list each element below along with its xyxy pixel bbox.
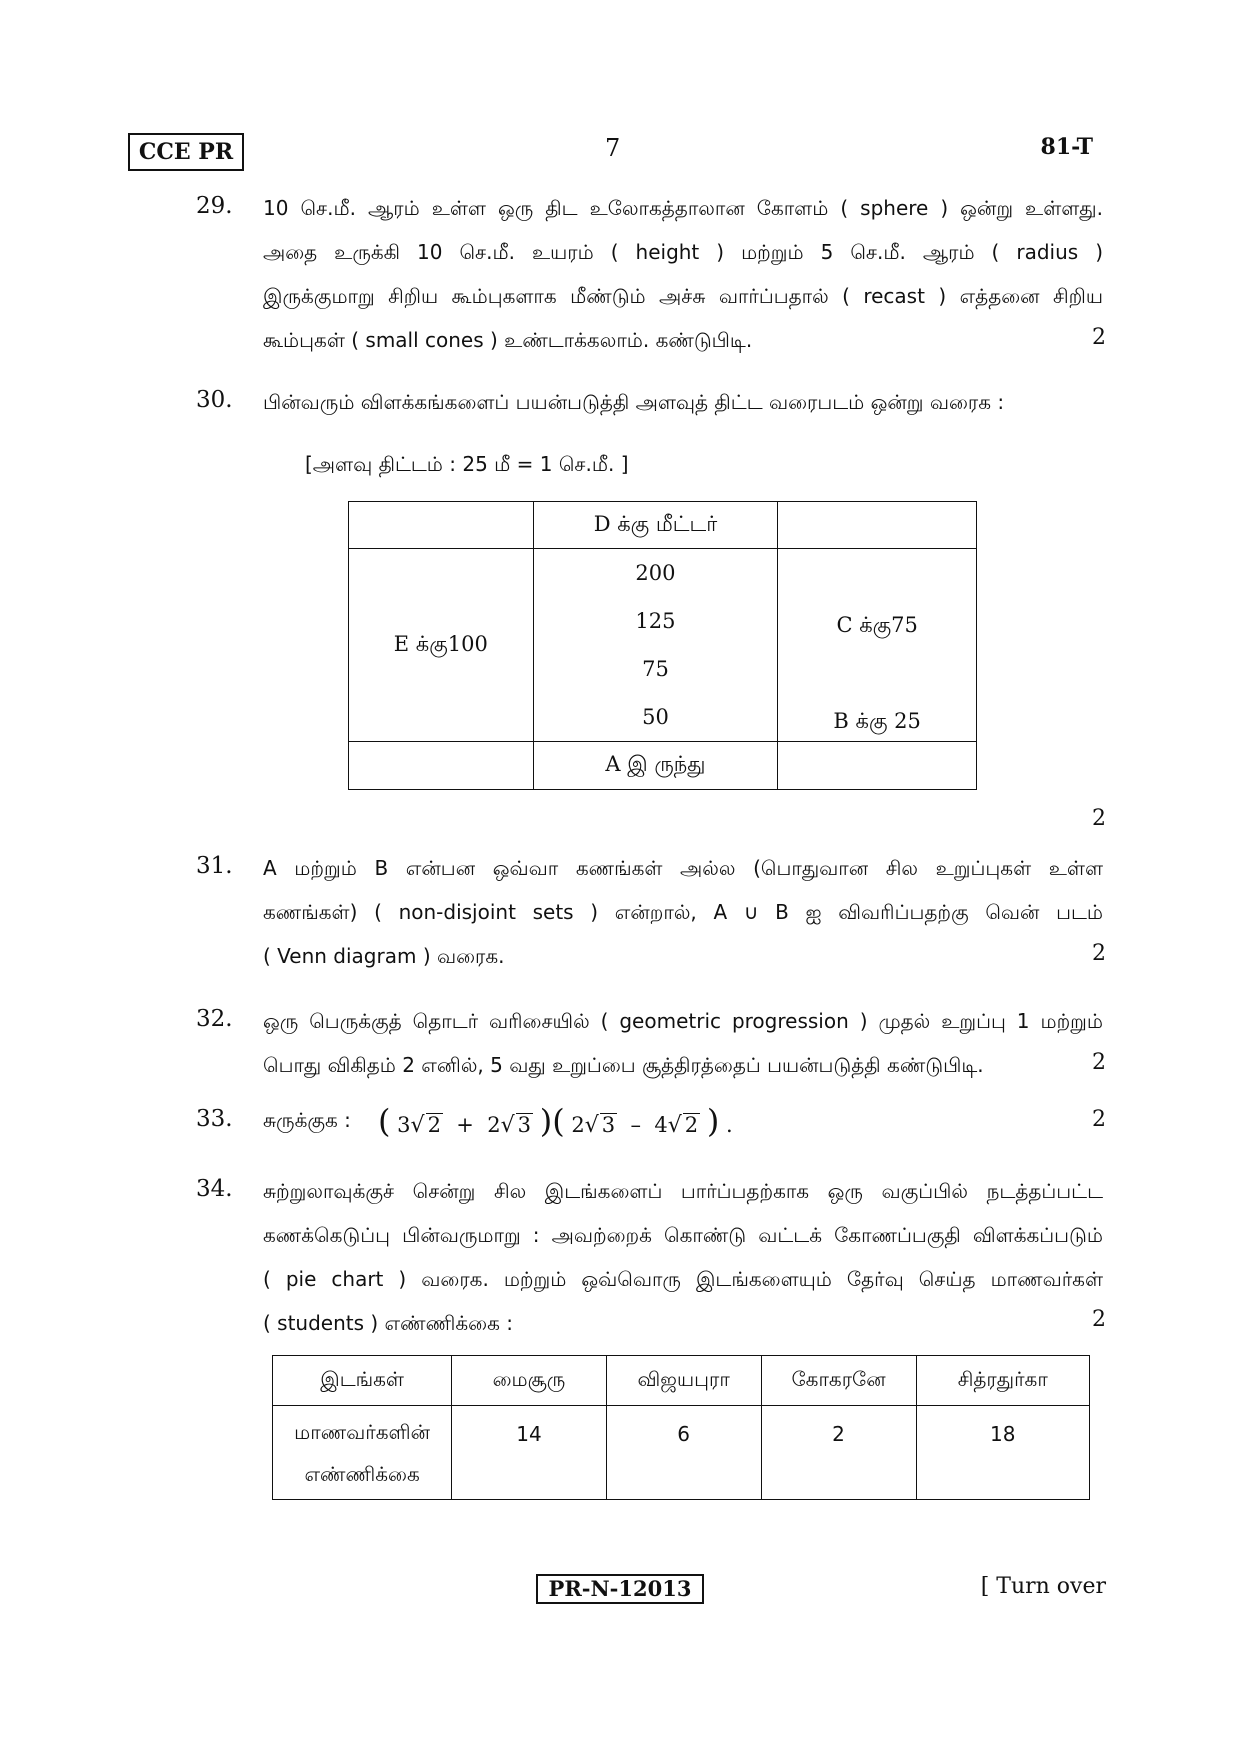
q31-line-3: ( Venn diagram ) வரைக. xyxy=(263,944,505,968)
question-30-number: 30. xyxy=(196,387,233,413)
radicand: 2 xyxy=(684,1113,699,1137)
table-row-label xyxy=(273,1406,452,1500)
coef: 4 xyxy=(654,1113,668,1137)
footer-code-box: PR-N-12013 xyxy=(536,1574,704,1604)
table-cell xyxy=(349,549,534,742)
q32-line-2: பொது விகிதம் 2 எனில், 5 வது உறுப்பை சூத்திரத்தைப் பயன்படுத்தி கண்டுபிடி. xyxy=(263,1053,984,1077)
offset-e: E க்கு100 xyxy=(393,631,488,656)
q34-line-3: ( pie chart ) வரைக. மற்றும் ஒவ்வொரு இடங்களையும் தேர்வு செய்த மாணவர்கள் xyxy=(263,1267,1103,1291)
table-header-cell: சித்ரதுர்கா xyxy=(916,1356,1090,1406)
radicand: 2 xyxy=(427,1113,441,1137)
table-header-cell: விஜயபுரா xyxy=(606,1356,761,1406)
offset-b: B க்கு 25 xyxy=(833,709,921,733)
question-32-number: 32. xyxy=(196,1006,233,1032)
table-cell xyxy=(778,502,977,549)
table-header-cell: கோகரனே xyxy=(761,1356,916,1406)
paper-code: 81-T xyxy=(1040,134,1093,160)
question-34-number: 34. xyxy=(196,1176,233,1202)
q33-expression: ( 3√ 2 + 2√ 3 )( 2√ 3 – 4√ 2 ) . xyxy=(378,1102,733,1140)
q33-marks: 2 xyxy=(1092,1107,1106,1132)
chain-value: 50 xyxy=(642,705,669,729)
d-header: D க்கு மீட்டர் xyxy=(593,511,718,536)
chain-value: 125 xyxy=(635,609,676,633)
table-cell: 18 xyxy=(916,1406,1090,1500)
question-33-number: 33. xyxy=(196,1106,233,1132)
table-cell xyxy=(533,502,778,549)
q32-line-1: ஒரு பெருக்குத் தொடர் வரிசையில் ( geometric progression ) முதல் உறுப்பு 1 மற்றும் xyxy=(263,1009,1103,1033)
page-number: 7 xyxy=(605,134,621,162)
q30-instruction: பின்வரும் விளக்கங்களைப் பயன்படுத்தி அளவுத் திட்ட வரைபடம் ஒன்று வரைக : xyxy=(263,390,1005,414)
q34-survey-table xyxy=(272,1355,1090,1500)
table-cell xyxy=(778,742,977,790)
radicand: 3 xyxy=(517,1113,532,1137)
table-cell xyxy=(533,742,778,790)
question-34-text xyxy=(263,1169,1103,1345)
q31-line-2: கணங்கள்) ( non-disjoint sets ) என்றால், A ∪ B ஐ விவரிப்பதற்கு வென் படம் xyxy=(263,900,1103,924)
q31-marks: 2 xyxy=(1092,941,1106,966)
table-cell xyxy=(349,502,534,549)
q31-line-1: A மற்றும் B என்பன ஒவ்வா கணங்கள் அல்ல (பொதுவான சில உறுப்புகள் உள்ள xyxy=(263,856,1103,880)
question-31-text xyxy=(263,846,1103,978)
q29-line-3: இருக்குமாறு சிறிய கூம்புகளாக மீண்டும் அச்சு வார்ப்பதால் ( recast ) எத்தனை சிறிய xyxy=(263,284,1103,308)
q29-marks: 2 xyxy=(1092,325,1106,350)
table-cell xyxy=(533,549,778,742)
q30-marks: 2 xyxy=(1092,806,1106,831)
table-cell xyxy=(349,742,534,790)
radicand: 3 xyxy=(601,1113,616,1137)
q29-line-1: 10 செ.மீ. ஆரம் உள்ள ஒரு திட உலோகத்தாலான கோளம் ( sphere ) ஒன்று உள்ளது. xyxy=(263,196,1103,220)
q34-line-4: ( students ) எண்ணிக்கை : xyxy=(263,1311,513,1335)
turn-over-note: [ Turn over xyxy=(980,1574,1106,1599)
table-cell xyxy=(778,549,977,742)
question-32-text xyxy=(263,999,1103,1087)
coef: 2 xyxy=(571,1113,585,1137)
q34-marks: 2 xyxy=(1092,1307,1106,1332)
coef: 2 xyxy=(487,1113,501,1137)
a-footer: A இ ருந்து xyxy=(605,752,706,776)
chain-value: 75 xyxy=(642,657,669,681)
q29-line-2: அதை உருக்கி 10 செ.மீ. உயரம் ( height ) மற்றும் 5 செ.மீ. ஆரம் ( radius ) xyxy=(263,240,1103,264)
question-31-number: 31. xyxy=(196,853,233,879)
row-label-line: மாணவர்களின் xyxy=(294,1419,431,1444)
q34-line-1: சுற்றுலாவுக்குச் சென்று சில இடங்களைப் பார்ப்பதற்காக ஒரு வகுப்பில் நடத்தப்பட்ட xyxy=(263,1179,1103,1203)
coef: 3 xyxy=(397,1113,411,1137)
question-29-number: 29. xyxy=(196,193,233,219)
q34-line-2: கணக்கெடுப்பு பின்வருமாறு : அவற்றைக் கொண்டு வட்டக் கோணப்பகுதி விளக்கப்படும் xyxy=(263,1223,1103,1247)
q33-label: சுருக்குக : xyxy=(263,1108,351,1132)
q29-line-4: கூம்புகள் ( small cones ) உண்டாக்கலாம். கண்டுபிடி. xyxy=(263,328,753,352)
chain-value: 200 xyxy=(635,561,676,585)
table-cell: 14 xyxy=(452,1406,607,1500)
question-30-text xyxy=(263,380,1103,424)
subject-code-box: CCE PR xyxy=(128,133,244,171)
table-cell: 6 xyxy=(606,1406,761,1500)
q30-field-book-table xyxy=(348,501,977,790)
row-label-line: எண்ணிக்கை xyxy=(304,1461,420,1486)
q30-scale: [அளவு திட்டம் : 25 மீ = 1 செ.மீ. ] xyxy=(305,452,629,476)
table-header-cell: மைசூரு xyxy=(452,1356,607,1406)
offset-c: C க்கு75 xyxy=(836,613,918,637)
q32-marks: 2 xyxy=(1092,1050,1106,1075)
table-cell: 2 xyxy=(761,1406,916,1500)
table-header-cell: இடங்கள் xyxy=(273,1356,452,1406)
question-29-text xyxy=(263,186,1103,362)
